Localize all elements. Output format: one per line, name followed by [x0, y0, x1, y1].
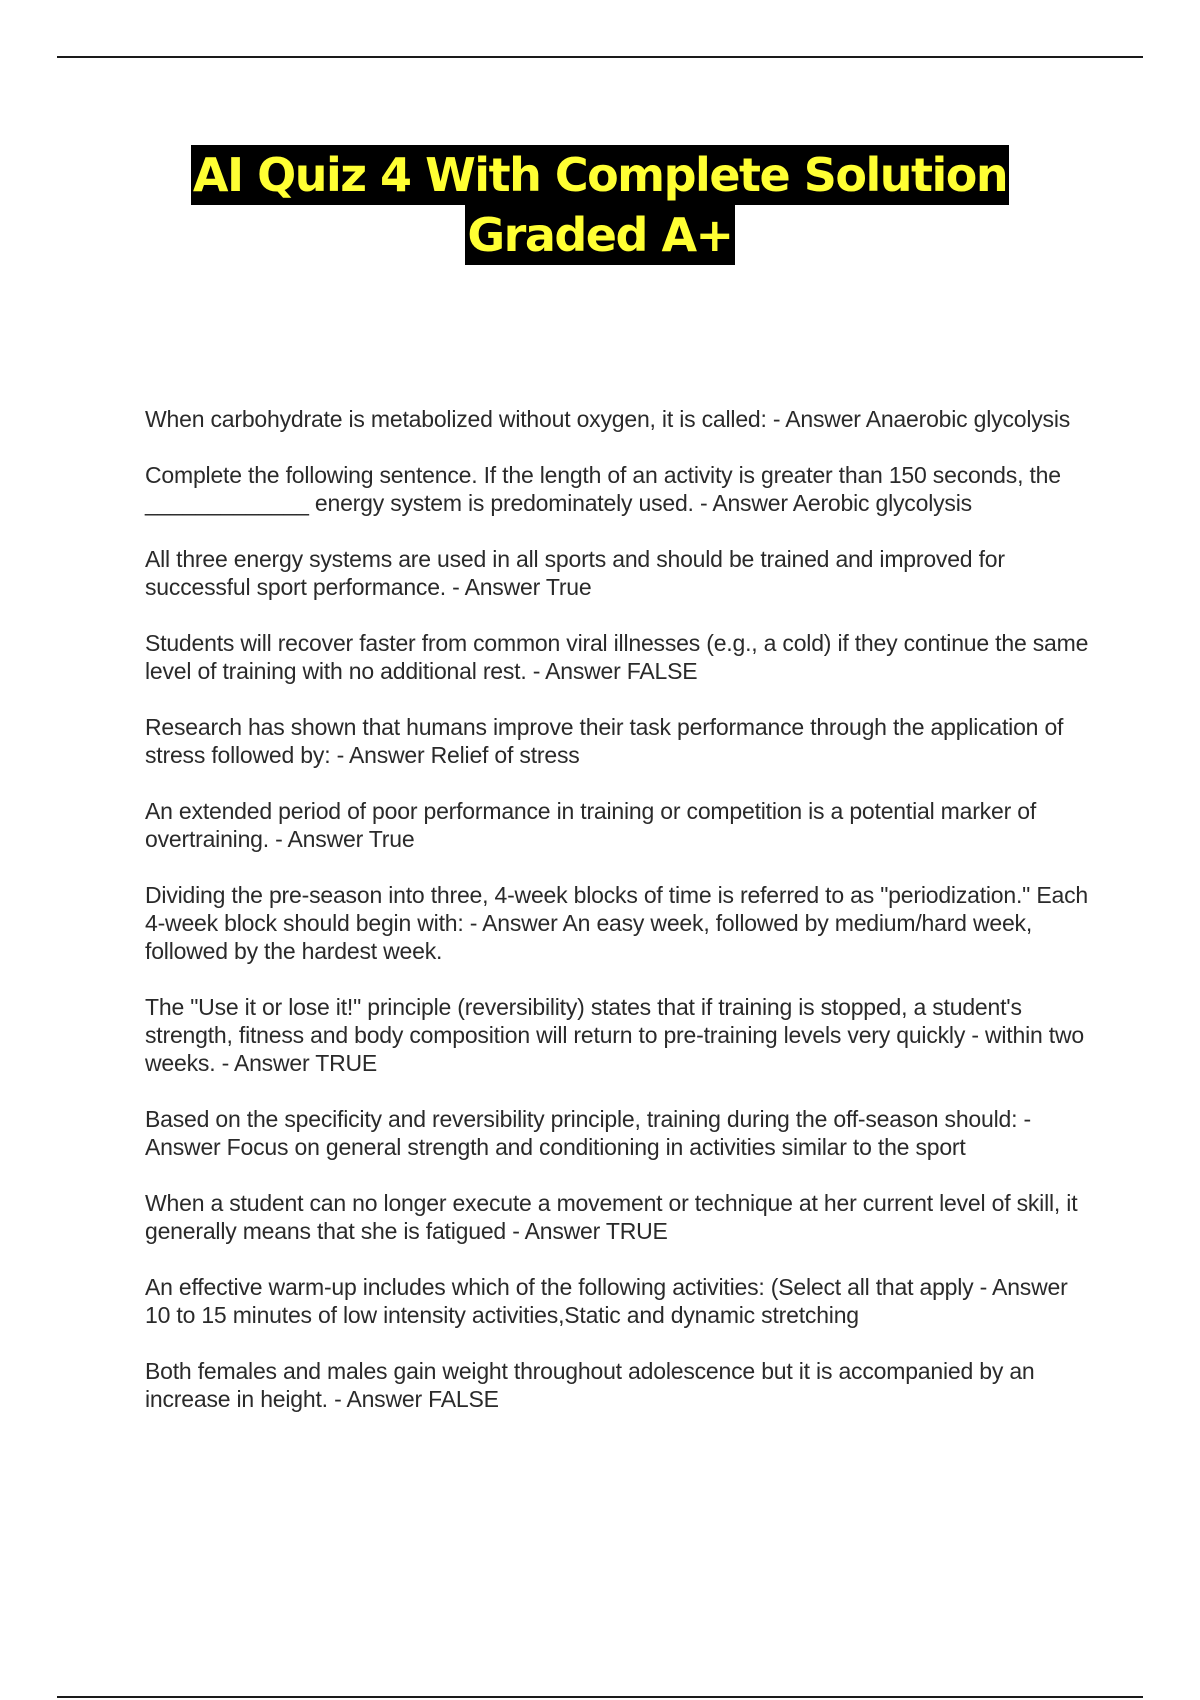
bottom-rule	[57, 1696, 1143, 1698]
qa-item-7: Dividing the pre-season into three, 4-week blocks of time is referred to as "periodization." Each 4-week block should begin with: - Answer An easy week, followed by medium/hard week, followed by the hardest week.	[145, 882, 1088, 964]
qa-item-9: Based on the specificity and reversibility principle, training during the off-season should: - Answer Focus on general strength and conditioning in activities similar to the sport	[145, 1106, 1031, 1160]
qa-item-2: Complete the following sentence. If the length of an activity is greater than 150 seconds, the _____________ energy system is predominately used. - Answer Aerobic glycolysis	[145, 462, 1061, 516]
qa-item-8: The "Use it or lose it!" principle (reversibility) states that if training is stopped, a student's strength, fitness and body composition will return to pre-training levels very quickly - within two weeks. - Answer TRUE	[145, 994, 1084, 1076]
qa-item-12: Both females and males gain weight throughout adolescence but it is accompanied by an increase in height. - Answer FALSE	[145, 1358, 1035, 1412]
qa-item-4: Students will recover faster from common viral illnesses (e.g., a cold) if they continue the same level of training with no additional rest. - Answer FALSE	[145, 630, 1089, 684]
top-rule	[57, 56, 1143, 58]
qa-item-10: When a student can no longer execute a movement or technique at her current level of skill, it generally means that she is fatigued - Answer TRUE	[145, 1190, 1078, 1244]
qa-item-1: When carbohydrate is metabolized without oxygen, it is called: - Answer Anaerobic glycolysis	[145, 406, 1071, 432]
document-title	[0, 145, 1200, 265]
qa-item-6: An extended period of poor performance in training or competition is a potential marker of overtraining. - Answer True	[145, 798, 1037, 852]
qa-list	[145, 405, 1095, 1441]
qa-item-11: An effective warm-up includes which of the following activities: (Select all that apply - Answer 10 to 15 minutes of low intensity activities,Static and dynamic stretching	[145, 1274, 1068, 1328]
qa-item-5: Research has shown that humans improve their task performance through the application of stress followed by: - Answer Relief of stress	[145, 714, 1064, 768]
qa-item-3: All three energy systems are used in all sports and should be trained and improved for successful sport performance. - Answer True	[145, 546, 1005, 600]
title-line-1: AI Quiz 4 With Complete Solution	[191, 145, 1009, 205]
title-line-2: Graded A+	[465, 205, 734, 265]
